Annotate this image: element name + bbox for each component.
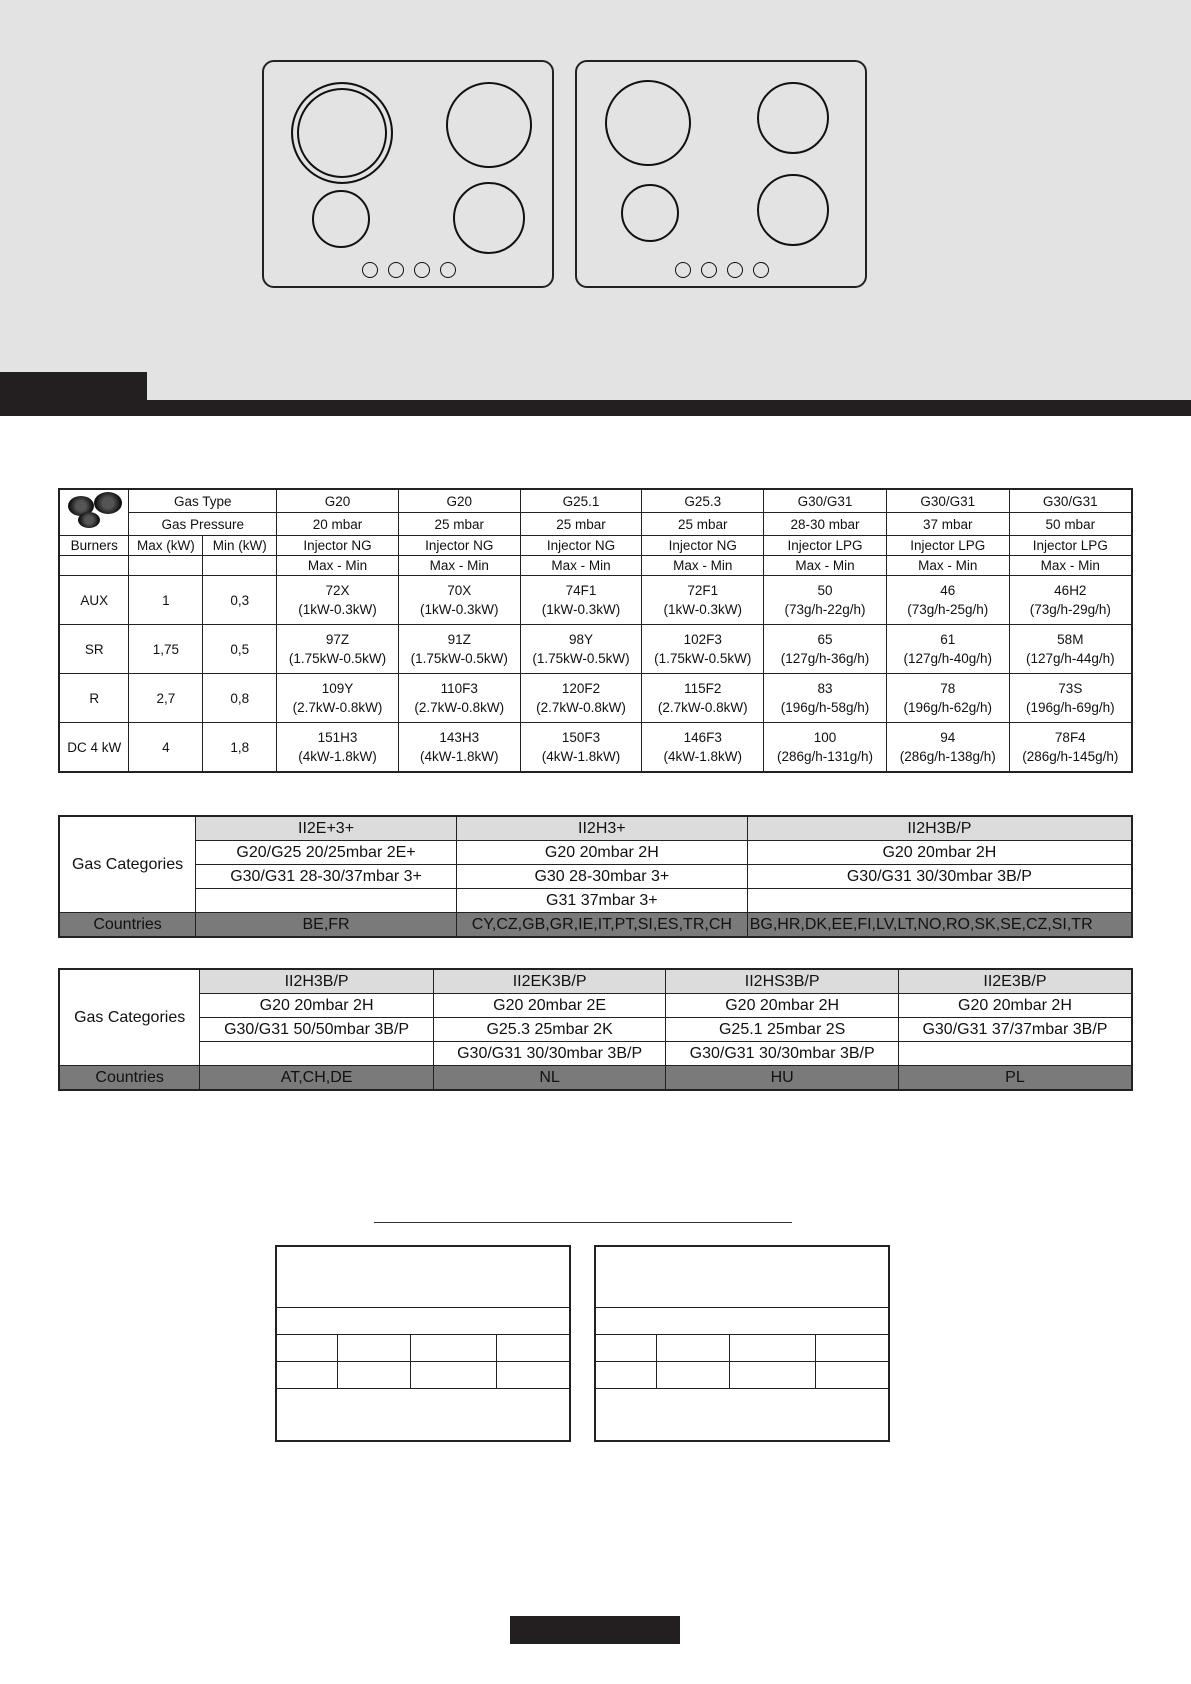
countries-cell: AT,CH,DE: [200, 1066, 434, 1091]
injector-range: (286g/h-138g/h): [899, 749, 996, 764]
injector-range: (196g/h-62g/h): [903, 700, 993, 715]
injector-cell: [764, 576, 887, 625]
injector-cell: [642, 723, 764, 773]
category-cell: G25.1 25mbar 2S: [666, 1018, 899, 1042]
injector-range: (1kW-0.3kW): [541, 602, 621, 617]
burner-row: [59, 674, 1132, 723]
burner-max-kw: 1,75: [129, 625, 203, 674]
rapid-burner-icon: [446, 82, 532, 168]
category-cell: G20 20mbar 2H: [747, 841, 1132, 865]
hob-diagram-right: [575, 60, 867, 288]
injector-size: 151H3: [317, 730, 358, 745]
category-cell: G30 28-30mbar 3+: [456, 865, 747, 889]
injector-cell: [886, 674, 1009, 723]
max-kw-label: Max (kW): [129, 536, 203, 556]
injector-size: 58M: [1057, 632, 1084, 647]
injector-table: [58, 488, 1133, 773]
injector-type: Injector NG: [277, 536, 399, 556]
injector-range: (4kW-1.8kW): [298, 749, 377, 764]
gas-pressure: 20 mbar: [277, 513, 399, 536]
knob-icon: [414, 262, 430, 278]
countries-cell: NL: [433, 1066, 666, 1091]
injector-range: (4kW-1.8kW): [663, 749, 742, 764]
injector-range: (4kW-1.8kW): [541, 749, 621, 764]
gas-type-label: Gas Type: [129, 489, 277, 513]
injector-range: (127g/h-36g/h): [780, 651, 870, 666]
category-header: II2EK3B/P: [433, 969, 666, 994]
double-crown-burner-icon: [291, 82, 393, 184]
category-cell: G20 20mbar 2H: [200, 994, 434, 1018]
category-header: II2H3B/P: [200, 969, 434, 994]
injector-size: 102F3: [683, 632, 722, 647]
category-cell: [747, 889, 1132, 913]
gas-pressure: 28-30 mbar: [764, 513, 887, 536]
injector-size: 74F1: [565, 583, 597, 598]
injector-cell: [398, 576, 520, 625]
category-cell: G25.3 25mbar 2K: [433, 1018, 666, 1042]
burner-max-kw: 2,7: [129, 674, 203, 723]
gas-type: G30/G31: [1009, 489, 1132, 513]
injector-range: (1kW-0.3kW): [419, 602, 499, 617]
category-cell: G30/G31 30/30mbar 3B/P: [433, 1042, 666, 1066]
category-cell: G30/G31 30/30mbar 3B/P: [747, 865, 1132, 889]
injector-size: 83: [817, 681, 833, 696]
injector-range: (73g/h-22g/h): [784, 602, 866, 617]
injector-range: (196g/h-69g/h): [1026, 700, 1115, 715]
injector-cell: [764, 723, 887, 773]
gas-categories-table-1: [58, 815, 1133, 938]
injector-cell: [886, 576, 1009, 625]
injector-type: Injector LPG: [764, 536, 887, 556]
injector-size: 109Y: [321, 681, 354, 696]
burner-min-kw: 0,8: [203, 674, 277, 723]
injector-range: (2.7kW-0.8kW): [657, 700, 748, 715]
category-header: II2E3B/P: [898, 969, 1132, 994]
countries-cell: BG,HR,DK,EE,FI,LV,LT,NO,RO,SK,SE,CZ,SI,TR: [747, 913, 1132, 938]
divider-line: [374, 1222, 792, 1223]
injector-size: 150F3: [561, 730, 601, 745]
category-cell: G30/G31 50/50mbar 3B/P: [200, 1018, 434, 1042]
category-header: II2HS3B/P: [666, 969, 899, 994]
injector-range: (196g/h-58g/h): [780, 700, 870, 715]
category-cell: G20 20mbar 2E: [433, 994, 666, 1018]
injector-cell: [520, 723, 642, 773]
injector-cell: [764, 625, 887, 674]
injector-cell: [520, 576, 642, 625]
injector-range: (2.7kW-0.8kW): [536, 700, 626, 715]
injector-size: 120F2: [561, 681, 601, 696]
injector-size: 46H2: [1054, 583, 1087, 598]
injector-range: (1.75kW-0.5kW): [654, 651, 752, 666]
injector-cell: [1009, 625, 1132, 674]
gas-categories-label: Gas Categories: [59, 969, 200, 1066]
knob-icon: [388, 262, 404, 278]
injector-size: 146F3: [683, 730, 722, 745]
burner-max-kw: 1: [129, 576, 203, 625]
countries-label: Countries: [59, 913, 196, 938]
category-cell: [196, 889, 457, 913]
injector-type: Injector NG: [398, 536, 520, 556]
knob-icon: [701, 262, 717, 278]
injector-cell: [398, 723, 520, 773]
burner-name: R: [59, 674, 129, 723]
injector-cell: [277, 674, 399, 723]
injector-cell: [277, 576, 399, 625]
burner-min-kw: 1,8: [203, 723, 277, 773]
injector-size: 65: [817, 632, 833, 647]
injector-range: (286g/h-145g/h): [1022, 749, 1119, 764]
range-label: Max - Min: [398, 556, 520, 576]
rapid-burner-icon: [605, 80, 691, 166]
injector-size: 78: [940, 681, 956, 696]
knob-icon: [440, 262, 456, 278]
injector-cell: [1009, 576, 1132, 625]
injector-range: (1.75kW-0.5kW): [532, 651, 630, 666]
injector-range: (4kW-1.8kW): [419, 749, 499, 764]
category-cell: G30/G31 28-30/37mbar 3+: [196, 865, 457, 889]
injector-cell: [642, 625, 764, 674]
range-label: Max - Min: [764, 556, 887, 576]
category-header: II2E+3+: [196, 816, 457, 841]
gas-pressure: 25 mbar: [520, 513, 642, 536]
injector-size: 61: [940, 632, 956, 647]
injector-size: 78F4: [1054, 730, 1086, 745]
gas-pressure: 25 mbar: [642, 513, 764, 536]
burner-name: DC 4 kW: [59, 723, 129, 773]
injector-cell: [642, 674, 764, 723]
injector-size: 72X: [325, 583, 350, 598]
injector-size: 72F1: [687, 583, 719, 598]
burners-label: Burners: [59, 536, 129, 556]
category-cell: G30/G31 37/37mbar 3B/P: [898, 1018, 1132, 1042]
injector-range: (286g/h-131g/h): [776, 749, 874, 764]
injector-cell: [886, 723, 1009, 773]
injector-size: 91Z: [447, 632, 471, 647]
category-header: II2H3B/P: [747, 816, 1132, 841]
knob-icon: [727, 262, 743, 278]
category-cell: G20/G25 20/25mbar 2E+: [196, 841, 457, 865]
category-cell: G30/G31 30/30mbar 3B/P: [666, 1042, 899, 1066]
countries-label: Countries: [59, 1066, 200, 1091]
injector-range: (2.7kW-0.8kW): [292, 700, 383, 715]
gas-categories-table-2: [58, 968, 1133, 1091]
semi-rapid-burner-icon: [757, 82, 829, 154]
injector-type: Injector NG: [642, 536, 764, 556]
category-cell: [898, 1042, 1132, 1066]
gas-type: G30/G31: [764, 489, 887, 513]
injector-type: Injector NG: [520, 536, 642, 556]
countries-cell: HU: [666, 1066, 899, 1091]
range-label: Max - Min: [642, 556, 764, 576]
section-tab: [0, 372, 147, 402]
injector-cell: [886, 625, 1009, 674]
injector-size: 98Y: [568, 632, 594, 647]
burners-icon: [64, 490, 124, 530]
gas-pressure: 37 mbar: [886, 513, 1009, 536]
injector-cell: [520, 674, 642, 723]
injector-size: 70X: [447, 583, 472, 598]
gas-type: G25.1: [520, 489, 642, 513]
category-cell: [200, 1042, 434, 1066]
injector-range: (1.75kW-0.5kW): [288, 651, 387, 666]
range-label: Max - Min: [886, 556, 1009, 576]
injector-size: 115F2: [684, 681, 722, 696]
category-cell: G20 20mbar 2H: [898, 994, 1132, 1018]
injector-type: Injector LPG: [886, 536, 1009, 556]
knob-icon: [362, 262, 378, 278]
range-label: Max - Min: [520, 556, 642, 576]
knob-icon: [753, 262, 769, 278]
gas-type: G30/G31: [886, 489, 1009, 513]
countries-cell: CY,CZ,GB,GR,IE,IT,PT,SI,ES,TR,CH: [456, 913, 747, 938]
burner-row: [59, 625, 1132, 674]
auxiliary-burner-icon: [312, 190, 370, 248]
category-cell: G20 20mbar 2H: [666, 994, 899, 1018]
injector-size: 97Z: [325, 632, 350, 647]
injector-range: (73g/h-25g/h): [907, 602, 989, 617]
injector-range: (73g/h-29g/h): [1029, 602, 1111, 617]
burner-min-kw: 0,3: [203, 576, 277, 625]
injector-cell: [277, 625, 399, 674]
injector-range: (1kW-0.3kW): [663, 602, 742, 617]
range-label: Max - Min: [277, 556, 399, 576]
injector-size: 73S: [1058, 681, 1083, 696]
injector-size: 110F3: [440, 681, 478, 696]
countries-cell: PL: [898, 1066, 1132, 1091]
countries-cell: BE,FR: [196, 913, 457, 938]
injector-range: (127g/h-40g/h): [903, 651, 993, 666]
injector-size: 100: [813, 730, 837, 745]
injector-size: 94: [940, 730, 956, 745]
injector-size: 46: [940, 583, 956, 598]
injector-cell: [520, 625, 642, 674]
category-header: II2H3+: [456, 816, 747, 841]
range-label: Max - Min: [1009, 556, 1132, 576]
knob-icon: [675, 262, 691, 278]
page-number-tab: [510, 1616, 680, 1644]
injector-cell: [1009, 723, 1132, 773]
burner-row: [59, 576, 1132, 625]
injector-range: (127g/h-44g/h): [1026, 651, 1115, 666]
burner-min-kw: 0,5: [203, 625, 277, 674]
rapid-burner-icon: [757, 174, 829, 246]
rating-plate-left: [275, 1245, 571, 1442]
category-cell: G20 20mbar 2H: [456, 841, 747, 865]
gas-type: G20: [277, 489, 399, 513]
gas-pressure: 50 mbar: [1009, 513, 1132, 536]
injector-cell: [642, 576, 764, 625]
burner-name: SR: [59, 625, 129, 674]
injector-size: 143H3: [439, 730, 480, 745]
min-kw-label: Min (kW): [203, 536, 277, 556]
injector-cell: [1009, 674, 1132, 723]
category-cell: G31 37mbar 3+: [456, 889, 747, 913]
auxiliary-burner-icon: [621, 184, 679, 242]
gas-categories-label: Gas Categories: [59, 816, 196, 913]
burners-icon-cell: [59, 489, 129, 536]
injector-cell: [277, 723, 399, 773]
injector-cell: [398, 625, 520, 674]
gas-type: G20: [398, 489, 520, 513]
injector-size: 50: [817, 583, 833, 598]
semi-rapid-burner-icon: [453, 182, 525, 254]
injector-range: (1.75kW-0.5kW): [410, 651, 508, 666]
injector-type: Injector LPG: [1009, 536, 1132, 556]
hob-diagram-left: [262, 60, 554, 288]
burner-name: AUX: [59, 576, 129, 625]
gas-pressure-label: Gas Pressure: [129, 513, 277, 536]
gas-type: G25.3: [642, 489, 764, 513]
injector-range: (1kW-0.3kW): [298, 602, 377, 617]
section-divider-bar: [0, 400, 1191, 416]
injector-range: (2.7kW-0.8kW): [414, 700, 505, 715]
injector-cell: [764, 674, 887, 723]
rating-plate-right: [594, 1245, 890, 1442]
gas-pressure: 25 mbar: [398, 513, 520, 536]
burner-row: [59, 723, 1132, 773]
injector-cell: [398, 674, 520, 723]
burner-max-kw: 4: [129, 723, 203, 773]
